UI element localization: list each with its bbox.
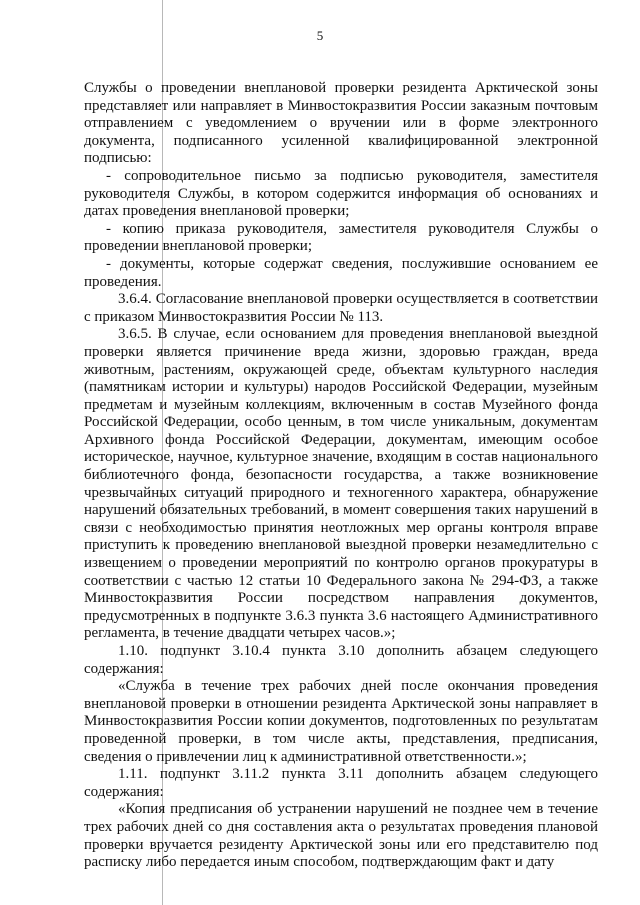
list-item-cover-letter: - сопроводительное письмо за подписью руководителя, заместителя руководителя Службы, в котором содержится информация об основаниях и датах проведения внеплановой проверки; bbox=[84, 167, 598, 220]
document-body bbox=[84, 80, 598, 872]
paragraph-3-6-5: 3.6.5. В случае, если основанием для проведения внеплановой выездной проверки является причинение вреда жизни, здоровью граждан, вреда животным, растениям, окружающей среде, объектам культурного наследия (памятникам истории и культуры) народов Российской Федерации, музейным предметам и музейным коллекциям, включенным в состав Музейного фонда Российской Федерации, особо ценным, в том числе уникальным, документам Архивного фонда Российской Федерации, документам, имеющим особое историческое, научное, культурное значение, входящим в состав национального библиотечного фонда, безопасности государства, а также возникновение чрезвычайных ситуаций природного и техногенного характера, обнаружение нарушений обязательных требований, в момент совершения таких нарушений в связи с необходимостью принятия неотложных мер органы контроля вправе приступить к проведению внеплановой выездной проверки незамедлительно с извещением о проведении мероприятий по контролю органов прокуратуры в соответствии с частью 12 статьи 10 Федерального закона № 294-ФЗ, а также Минвостокразвития России посредством направления документов, предусмотренных в подпункте 3.6.3 пункта 3.6 настоящего Административного регламента, в течение двадцати четырех часов.»; bbox=[84, 326, 598, 642]
paragraph-3-6-4: 3.6.4. Согласование внеплановой проверки осуществляется в соответствии с приказом Минвостокразвития России № 113. bbox=[84, 291, 598, 325]
quote-service-notice: «Служба в течение трех рабочих дней после окончания проведения внеплановой проверки в отношении резидента Арктической зоны направляет в Минвостокразвития России копии документов, подготовленных по результатам проведенной проверки, в том числе акты, представления, предписания, сведения о привлечении лиц к административной ответственности.»; bbox=[84, 678, 598, 765]
quote-prescription-copy: «Копия предписания об устранении нарушений не позднее чем в течение трех рабочих дней со дня составления акта о результатах проведения плановой проверки вручается резиденту Арктической зоны или его представителю под расписку либо передается иным способом, подтверждающим факт и дату bbox=[84, 801, 598, 871]
list-item-order-copy: - копию приказа руководителя, заместителя руководителя Службы о проведении внеплановой проверки; bbox=[84, 220, 598, 255]
list-item-documents: - документы, которые содержат сведения, послужившие основанием ее проведения. bbox=[84, 255, 598, 290]
page-number: 5 bbox=[316, 28, 324, 43]
paragraph-1-11: 1.11. подпункт 3.11.2 пункта 3.11 дополнить абзацем следующего содержания: bbox=[84, 766, 598, 800]
paragraph-intro: Службы о проведении внеплановой проверки резидента Арктической зоны представляет или направляет в Минвостокразвития России заказным почтовым отправлением с уведомлением о вручении или в форме электронного документа, подписанного усиленной квалифицированной электронной подписью: bbox=[84, 80, 598, 167]
paragraph-1-10: 1.10. подпункт 3.10.4 пункта 3.10 дополнить абзацем следующего содержания: bbox=[84, 643, 598, 677]
